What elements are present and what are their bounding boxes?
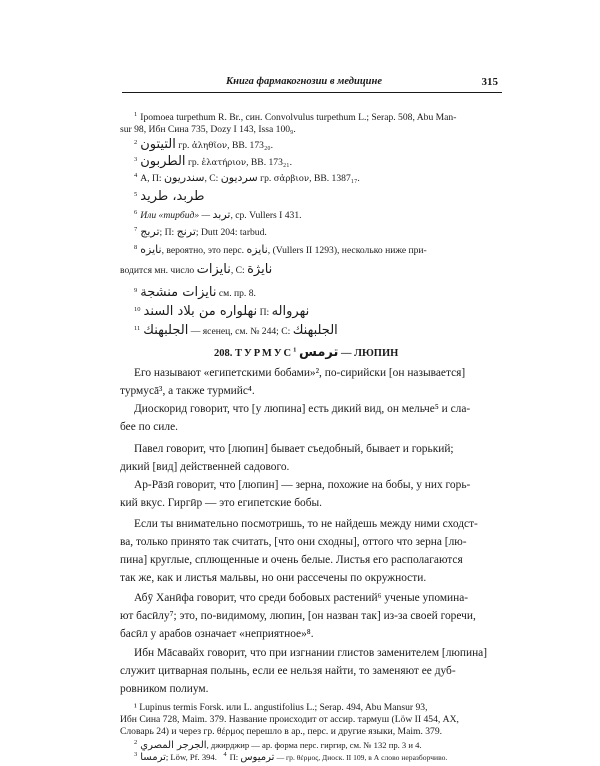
footnote-11: [134, 323, 338, 338]
footnote-number: 2: [134, 739, 138, 746]
footnote-text: водится мн. число: [120, 265, 195, 276]
footnote-number: 10: [134, 305, 141, 313]
footnote-7: [134, 225, 267, 238]
footnote-text: [181, 757, 196, 765]
body-line: служит цитварная полынь, если ее нельзя найти, то заменяют ее дуб-: [120, 665, 456, 677]
section-heading: [214, 345, 398, 360]
arabic-word: [165, 757, 180, 765]
body-line: дикий [вид] действенней садового.: [120, 461, 290, 473]
footnote-8-line-2: [120, 262, 272, 277]
body-line: кий вкус. Гиргӣр — это египетские бобы.: [120, 497, 322, 509]
arabic-word: الطربون: [140, 154, 186, 169]
footnote-text: , BB. 173₂₁.: [246, 157, 292, 168]
body-line: Его называют «египетскими бобами»², по-сирийски [он называется]: [134, 367, 466, 379]
footnote-text: — ясенец, см. № 244; С:: [190, 326, 291, 337]
footnote-text: ; Dutt 204: tarbud.: [195, 227, 267, 238]
footnote-number: 7: [134, 225, 138, 233]
body-line: пина] круглые, сплющенные и очень белые. Листья его располагаются: [120, 554, 463, 566]
section-tail: — ЛЮПИН: [341, 348, 399, 359]
running-title: Книга фармакогнозии в медицине: [226, 76, 382, 87]
body-line: басӣл у арабов означает «неприятное»⁸.: [120, 628, 314, 640]
footnote-text: [213, 757, 266, 765]
arabic-word: ترميوس: [240, 751, 275, 763]
arabic-word: تربج: [140, 225, 160, 238]
body-line: ровником полиум.: [120, 683, 209, 695]
arabic-word: نهلواره من بلاد السند: [143, 304, 258, 319]
footnote-number: 6: [134, 208, 138, 216]
footnote-text: гр.: [178, 140, 190, 151]
arabic-word: نايزه: [140, 243, 162, 256]
arabic-word: سندريون: [163, 171, 205, 184]
footnote-number: 4: [134, 171, 138, 179]
arabic-word: ترنج: [176, 225, 196, 238]
footnote-1-line-2: [120, 124, 296, 135]
footnote-number: 4: [223, 751, 227, 758]
bottom-footnote-2: [134, 739, 422, 751]
footnote-9: [134, 285, 256, 300]
footnote-text: см. пр. 8.: [218, 288, 256, 299]
footnote-text: Ipomoea turpethum R. Br., син. Convolvulus turpethum L.; Serap. 508, Abu Man-: [140, 112, 457, 124]
footnote-text: , С:: [204, 173, 219, 184]
arabic-word: نايژة: [247, 262, 273, 277]
footnote-text: , BB. 1387₁₇.: [309, 173, 360, 184]
arabic-word: سرديون: [220, 171, 258, 184]
footnote-text: ; Löw, Pf. 394.: [165, 751, 217, 762]
section-number: 208.: [214, 348, 233, 359]
footnote-10: [134, 304, 309, 319]
arabic-word: نايزات منشجة: [140, 285, 217, 300]
arabic-word: ترمسا: [140, 751, 166, 763]
bottom-footnote-1-line-2: Ибн Сина 728, Maim. 379. Название происходит от ассир. тармуш (Löw II 454, АХ,: [120, 714, 459, 725]
footnote-6: [134, 208, 302, 221]
footnote-number: 5: [134, 190, 138, 198]
section-translit: ТУРМУС: [235, 348, 294, 359]
footnote-text: — гр. θέρμος, Диоск. II 109, в А слово неразборчиво.: [276, 752, 448, 762]
body-line: бее по силе.: [120, 421, 178, 433]
greek-word: ἀληθῖον: [191, 141, 228, 151]
bottom-footnote-1-line-1: ¹ Lupinus termis Forsk. или L. angustifolius L.; Serap. 494, Abu Mansur 93,: [134, 702, 428, 713]
footnote-number: 3: [134, 751, 138, 758]
footnote-number: 2: [134, 138, 138, 146]
bottom-footnote-1-line-3: Словарь 24) и через гр. θέρμος перешло в ар., перс. и другие языки, Maim. 379.: [120, 726, 443, 737]
footnote-text: гр.: [260, 173, 272, 184]
body-line: Если ты внимательно посмотришь, то не найдешь между ними сходст-: [134, 518, 478, 530]
footnote-text: , вероятно, это перс.: [161, 245, 245, 256]
footnote-number: 8: [134, 243, 138, 251]
body-line: Диоскорид говорит, что [у люпина] есть дикий вид, он мельче⁵ и сла-: [134, 403, 471, 415]
arabic-word: الجلبهنك: [292, 323, 338, 338]
footnote-number: 3: [134, 155, 138, 163]
footnote-number: [134, 755, 137, 762]
body-line: турмусā³, а также турмийс⁴.: [120, 385, 255, 397]
footnote-8-line-1: [134, 243, 427, 256]
footnote-text: , джирджир — ар. форма перс. гиргир, см. № 132 пр. 3 и 4.: [206, 739, 422, 750]
footnote-text: , (Vullers II 1293), несколько ниже при-: [267, 245, 427, 256]
arabic-word: [268, 757, 345, 765]
footnote-2: [134, 137, 273, 152]
header-rule: [122, 92, 502, 93]
footnote-text: Или «тирбид» —: [140, 210, 211, 221]
footnote-5: [134, 189, 205, 204]
body-line: Павел говорит, что [люпин] бывает съедобный, бывает и горький;: [134, 443, 454, 455]
footnote-text: А, П:: [140, 173, 162, 184]
body-line: ва, только принято так считать, [что они сходны], оттого что зерна [лю-: [120, 536, 467, 548]
arabic-word: نايزات: [196, 262, 231, 277]
footnote-text: П:: [229, 751, 239, 762]
footnote-text: гр.: [187, 157, 200, 168]
arabic-word: نهرواله: [271, 304, 310, 319]
body-line: Абӯ Ханӣфа говорит, что среди бобовых растений⁶ ученые упомина-: [134, 592, 469, 604]
footnote-text: , ср. Vullers I 431.: [230, 210, 302, 221]
body-line: Ар-Рāзӣ говорит, что [люпин] — зерна, похожие на бобы, у них горь-: [134, 479, 471, 491]
footnote-1-line-1: [134, 111, 456, 123]
footnote-text: , С:: [230, 265, 245, 276]
arabic-word: طربد، طريد: [140, 189, 205, 204]
greek-word: ἐλατήριον: [201, 158, 247, 168]
footnote-number: 9: [134, 286, 138, 294]
footnote-3: [134, 154, 292, 169]
footnote-text: sur 98, Ибн Сина 735, Dozy I 143, Issa 100₉.: [120, 124, 296, 135]
running-header: [122, 76, 498, 94]
footnote-text: ; П:: [159, 227, 175, 238]
section-footnote-ref: 1: [293, 346, 297, 354]
greek-word: σἁρβιον: [273, 174, 310, 184]
body-line: Ибн Мāсавайх говорит, что при изгнании глистов заменителем [люпина]: [134, 647, 488, 659]
arabic-word: تربد: [212, 208, 231, 221]
footnote-text: П:: [259, 307, 270, 318]
footnote-number: 1: [134, 111, 138, 118]
body-line: так же, как и листья мальвы, но они рассечены по окружности.: [120, 572, 427, 584]
arabic-word: [197, 757, 212, 765]
body-line: ют басӣлу⁷; это, по-видимому, люпин, [он назван так] из-за своей горечи,: [120, 610, 476, 622]
arabic-word: الجلبهنك: [143, 323, 189, 338]
arabic-word: التيتون: [140, 137, 176, 152]
page-number: 315: [481, 76, 498, 88]
arabic-word: الجرجر المصري: [140, 739, 207, 751]
footnote-4: [134, 171, 360, 184]
footnote-text: [140, 757, 163, 765]
section-arabic: ترمس: [299, 345, 339, 360]
footnote-number: 11: [134, 324, 141, 332]
footnote-text: , BB. 173₂₀.: [227, 140, 274, 151]
arabic-word: نايزه: [246, 243, 268, 256]
